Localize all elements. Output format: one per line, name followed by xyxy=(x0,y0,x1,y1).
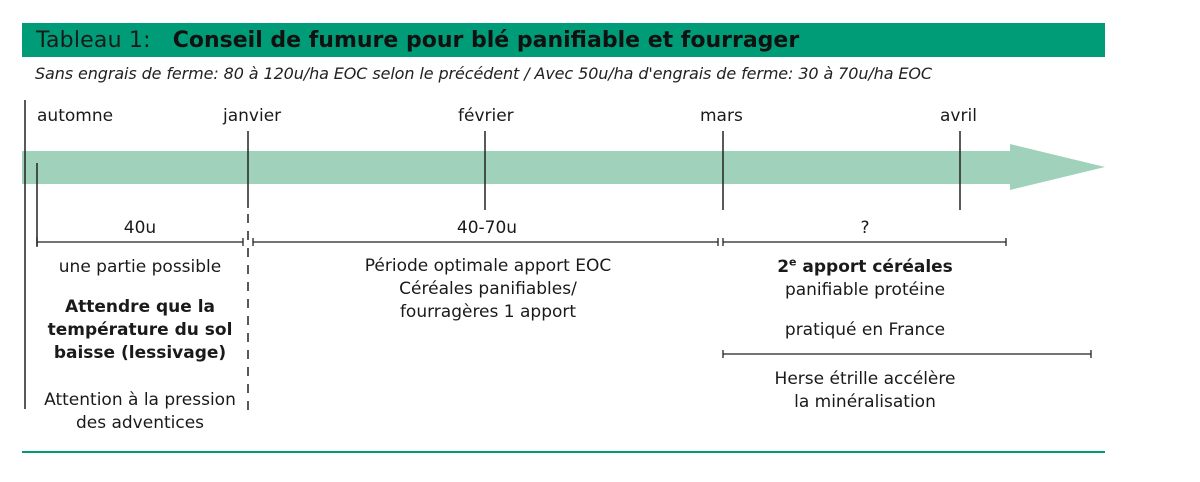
winter-line: Céréales panifiables/ xyxy=(399,279,577,299)
autumn-attention-block xyxy=(40,389,240,435)
month-automne: automne xyxy=(37,106,114,126)
timeline-arrow xyxy=(22,144,1105,190)
winter-line: Période optimale apport EOC xyxy=(364,256,612,276)
second-sup: e xyxy=(789,255,797,269)
month-fevrier: février xyxy=(458,106,514,126)
autumn-wait-line: Attendre que la xyxy=(64,297,216,317)
amount-autumn: 40u xyxy=(123,218,157,238)
range-herse xyxy=(723,350,1091,358)
autumn-attention-line: des adventices xyxy=(75,413,205,433)
second-num: 2 xyxy=(777,257,790,277)
month-avril: avril xyxy=(940,106,977,126)
second-rest: apport céréales xyxy=(796,257,953,277)
autumn-attention-line: Attention à la pression xyxy=(44,390,236,410)
amount-winter: 40-70u xyxy=(456,218,518,238)
autumn-wait-line: baisse (lessivage) xyxy=(53,343,227,363)
herse-line: Herse étrille accélère xyxy=(774,369,956,389)
month-janvier: janvier xyxy=(223,106,282,126)
spring-france: pratiqué en France xyxy=(784,320,946,340)
spring-herse-block xyxy=(715,368,1015,414)
winter-line: fourragères 1 apport xyxy=(399,302,577,322)
spring-second-apport xyxy=(715,256,1015,279)
range-autumn xyxy=(37,237,243,247)
autumn-wait-line: température du sol xyxy=(47,320,233,340)
winter-block xyxy=(338,255,638,324)
range-spring xyxy=(723,238,1006,246)
autumn-wait-block xyxy=(40,296,240,365)
autumn-possible: une partie possible xyxy=(58,257,222,277)
bottom-rule xyxy=(22,451,1105,453)
spring-protein: panifiable protéine xyxy=(784,280,946,300)
month-mars: mars xyxy=(700,106,743,126)
table-number: Tableau 1: xyxy=(36,27,151,53)
table-title: Conseil de fumure pour blé panifiable et fourrager xyxy=(172,27,800,53)
range-winter xyxy=(253,238,718,246)
table-subtitle: Sans engrais de ferme: 80 à 120u/ha EOC selon le précédent / Avec 50u/ha d'engrais de ferme: 30 à 70u/ha EOC xyxy=(35,64,932,83)
herse-line: la minéralisation xyxy=(794,392,936,412)
amount-spring: ? xyxy=(860,218,870,238)
